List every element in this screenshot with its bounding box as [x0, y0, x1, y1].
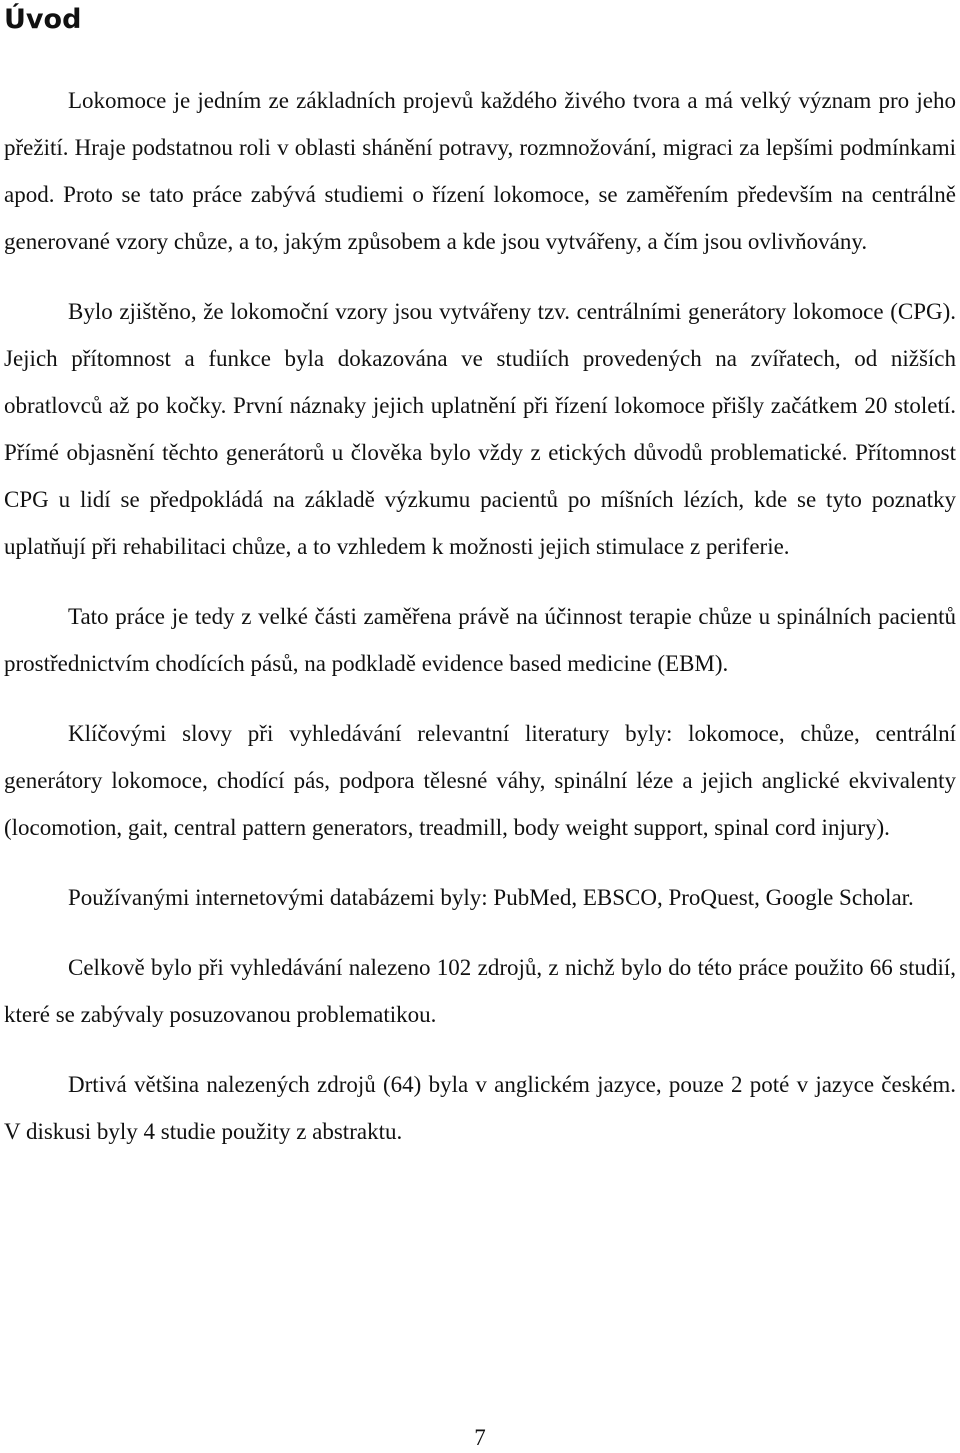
paragraph-focus: Tato práce je tedy z velké části zaměřena právě na účinnost terapie chůze u spinálních pacientů prostřednictvím chodících pásů, na podkladě evidence based medicine (EBM). [4, 604, 956, 676]
paragraph-sources-count: Celkově bylo při vyhledávání nalezeno 102 zdrojů, z nichž bylo do této práce použito 66 studií, které se zabývaly posuzovanou problematikou. [4, 955, 956, 1027]
paragraph-keywords: Klíčovými slovy při vyhledávání relevantní literatury byly: lokomoce, chůze, centrální generátory lokomoce, chodící pás, podpora tělesné váhy, spinální léze a jejich anglické ekvivalenty (locomotion, gait, central pattern generators, treadmill, body weight support, spinal cord injury). [4, 721, 956, 840]
page-number: 7 [474, 1425, 486, 1450]
paragraph-cpg: Bylo zjištěno, že lokomoční vzory jsou vytvářeny tzv. centrálními generátory lokomoce (CPG). Jejich přítomnost a funkce byla dokazována ve studiích provedených na zvířatech, od nižších obratlovců až po kočky. První náznaky jejich uplatnění při řízení lokomoce přišly začátkem 20 století. Přímé objasnění těchto generátorů u člověka bylo vždy z etických důvodů problematické. Přítomnost CPG u lidí se předpokládá na základě výzkumu pacientů po míšních lézích, kde se tyto poznatky uplatňují při rehabilitaci chůze, a to vzhledem k možnosti jejich stimulace z periferie. [4, 299, 956, 559]
paragraph-languages: Drtivá většina nalezených zdrojů (64) byla v anglickém jazyce, pouze 2 poté v jazyce českém. V diskusi byly 4 studie použity z abstraktu. [4, 1072, 956, 1144]
section-heading: Úvod [4, 4, 82, 35]
paragraph-databases: Používanými internetovými databázemi byly: PubMed, EBSCO, ProQuest, Google Scholar. [68, 885, 914, 910]
body-text [4, 77, 956, 1155]
paragraph-introduction: Lokomoce je jedním ze základních projevů každého živého tvora a má velký význam pro jeho přežití. Hraje podstatnou roli v oblasti shánění potravy, rozmnožování, migraci za lepšími podmínkami apod. Proto se tato práce zabývá studiemi o řízení lokomoce, se zaměřením především na centrálně generované vzory chůze, a to, jakým způsobem a kde jsou vytvářeny, a čím jsou ovlivňovány. [4, 88, 956, 254]
